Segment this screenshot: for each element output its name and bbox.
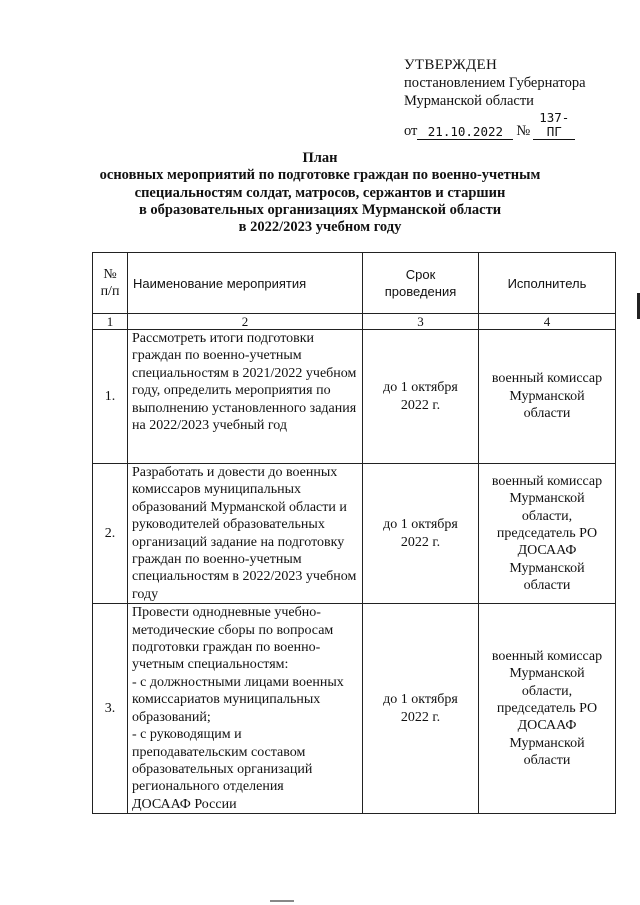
header-name: Наименование мероприятия bbox=[128, 253, 363, 314]
row-executor: военный комиссар Мурманской области bbox=[479, 330, 616, 464]
activity-line: Провести однодневные учебно- bbox=[132, 605, 321, 621]
column-number: 1 bbox=[93, 314, 128, 330]
table-row bbox=[93, 330, 616, 464]
row-executor: военный комиссар Мурманской области, председатель РО ДОСААФ Мурманской области bbox=[479, 604, 616, 814]
column-number-row bbox=[93, 314, 616, 330]
page-footer-mark bbox=[270, 900, 294, 902]
row-number: 2. bbox=[93, 464, 128, 604]
title-line-2: основных мероприятий по подготовке граждан по военно-учетным bbox=[99, 167, 541, 184]
document-title bbox=[0, 150, 640, 236]
row-deadline: до 1 октября 2022 г. bbox=[363, 604, 479, 814]
activity-line: - с руководящим и bbox=[132, 727, 242, 743]
header-num: № п/п bbox=[93, 253, 128, 314]
activity-line: образований; bbox=[132, 709, 211, 725]
activity-line: ДОСААФ России bbox=[132, 796, 237, 812]
column-number: 2 bbox=[128, 314, 363, 330]
approval-date: 21.10.2022 bbox=[417, 125, 513, 140]
table-row bbox=[93, 464, 616, 604]
approval-date-line bbox=[404, 111, 586, 140]
date-prefix: от bbox=[404, 123, 418, 139]
column-number: 4 bbox=[479, 314, 616, 330]
row-number: 3. bbox=[93, 604, 128, 814]
title-line-5: в 2022/2023 учебном году bbox=[238, 219, 402, 236]
header-executor: Исполнитель bbox=[479, 253, 616, 314]
approval-line-1: постановлением Губернатора bbox=[404, 75, 586, 91]
plan-table bbox=[92, 252, 616, 814]
table-row bbox=[93, 604, 616, 814]
table-header-row bbox=[93, 253, 616, 314]
row-activity: Разработать и довести до военных комиссаров муниципальных образований Мурманской области и руководителей образовательных организаций задание на подготовку граждан по военно-учетным специальностям в 2022/2023 учебном году bbox=[128, 464, 363, 604]
title-line-3: специальностям солдат, матросов, сержантов и старшин bbox=[134, 184, 506, 201]
row-executor: военный комиссар Мурманской области, председатель РО ДОСААФ Мурманской области bbox=[479, 464, 616, 604]
row-number: 1. bbox=[93, 330, 128, 464]
title-line-4: в образовательных организациях Мурманской области bbox=[138, 201, 502, 218]
activity-line: - с должностными лицами военных bbox=[132, 674, 344, 690]
row-activity: Рассмотреть итоги подготовки граждан по военно-учетным специальностям в 2021/2022 учебном году, определить мероприятия по выполнению установленного задания на 2022/2023 учебный год bbox=[128, 330, 363, 464]
row-deadline: до 1 октября 2022 г. bbox=[363, 464, 479, 604]
approval-line-2: Мурманской области bbox=[404, 93, 534, 109]
activity-line: подготовки граждан по военно- bbox=[132, 640, 321, 656]
activity-line: комиссариатов муниципальных bbox=[132, 692, 321, 708]
row-deadline: до 1 октября 2022 г. bbox=[363, 330, 479, 464]
header-deadline: Срок проведения bbox=[363, 253, 479, 314]
approval-heading: УТВЕРЖДЕН bbox=[404, 57, 498, 73]
row-activity bbox=[128, 604, 363, 814]
approval-stamp bbox=[404, 56, 586, 140]
approval-number: 137-ПГ bbox=[533, 111, 575, 140]
activity-line: преподавательским составом bbox=[132, 744, 306, 760]
activity-line: учетным специальностям: bbox=[132, 657, 289, 673]
activity-line: образовательных организаций bbox=[132, 761, 313, 777]
number-symbol: № bbox=[516, 123, 531, 139]
title-line-1: План bbox=[302, 150, 338, 166]
activity-line: методические сборы по вопросам bbox=[132, 622, 334, 638]
column-number: 3 bbox=[363, 314, 479, 330]
activity-line: регионального отделения bbox=[132, 779, 284, 795]
